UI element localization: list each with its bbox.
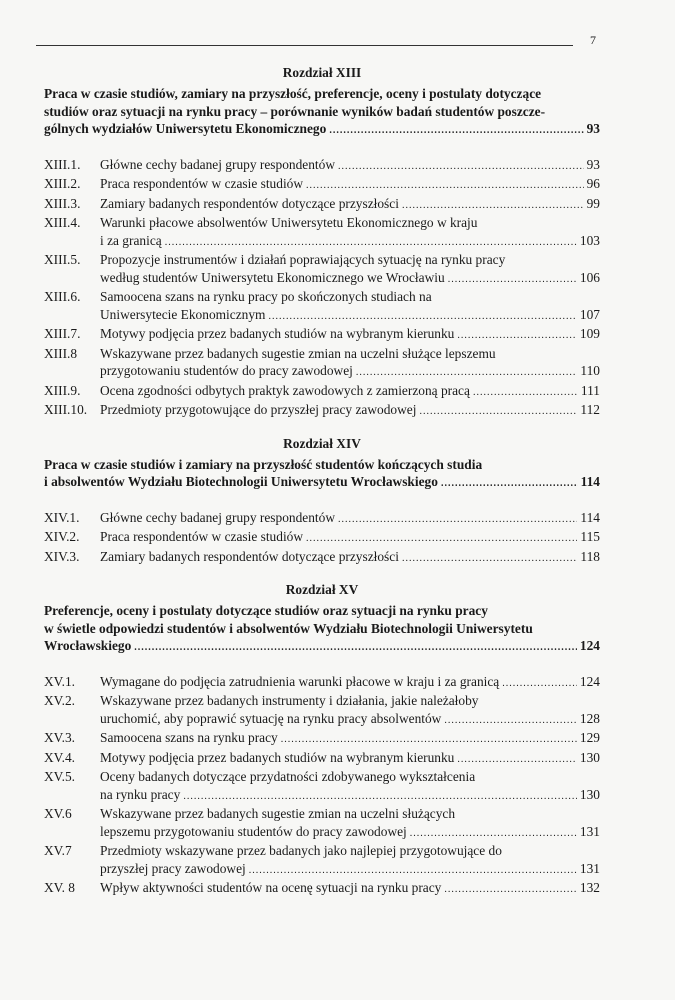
- entry-title-line: Wskazywane przez badanych sugestie zmian na uczelni służące lepszemu: [100, 345, 496, 361]
- entry-leader-line: [100, 710, 600, 730]
- entry-page: 130: [579, 749, 600, 765]
- entry-leader-line: [100, 749, 600, 769]
- dot-leader: [329, 122, 583, 140]
- entry-number: XIV.3.: [44, 548, 80, 564]
- entry-title-line: Przedmioty wskazywane przez badanych jako najlepiej przygotowujące do: [100, 843, 502, 858]
- entry-title-line: Oceny badanych dotyczące przydatności zdobywanego wykształcenia: [100, 769, 476, 784]
- toc-entry: [44, 548, 600, 568]
- entry-number: XV.5.: [44, 769, 76, 784]
- entry-number: XIII.1.: [44, 156, 81, 172]
- entry-body: [100, 768, 600, 805]
- entry-body: [100, 842, 600, 879]
- chapter-section: [44, 435, 600, 568]
- entry-number: XIV.2.: [44, 529, 80, 544]
- entry-body: [100, 673, 600, 693]
- dot-leader: [457, 327, 577, 345]
- toc-entry: [44, 673, 600, 693]
- entry-leader-line: [100, 786, 600, 806]
- entry-page: 130: [579, 786, 600, 802]
- chapter-heading-line: studiów oraz sytuacji na rynku pracy – porównanie wyników badań studentów poszcze-: [44, 103, 546, 119]
- dot-leader: [441, 475, 578, 493]
- entry-body: [100, 325, 600, 345]
- dot-leader: [356, 364, 578, 382]
- entry-body: [100, 195, 600, 215]
- entry-body: [100, 749, 600, 769]
- entry-page: 99: [586, 195, 600, 211]
- entry-body: [100, 345, 600, 382]
- entry-leader-line: [100, 509, 600, 529]
- entry-text: Przedmioty przygotowujące do przyszłej pracy zawodowej: [100, 402, 417, 417]
- table-of-contents: [44, 64, 600, 913]
- entry-page: 118: [580, 548, 600, 564]
- chapter-heading-page: 114: [580, 474, 600, 489]
- entry-body: [100, 251, 600, 288]
- entry-page: 131: [579, 823, 600, 839]
- chapter-heading-leader-line: [44, 120, 600, 140]
- entry-number: XV.6: [44, 806, 72, 821]
- toc-entry: [44, 749, 600, 769]
- toc-entry: [44, 879, 600, 899]
- entry-body: [100, 401, 600, 421]
- header-rule: [36, 45, 573, 46]
- entry-number: XV.2.: [44, 693, 76, 708]
- entry-number: XIII.3.: [44, 195, 81, 211]
- entry-page: 132: [579, 880, 600, 895]
- dot-leader: [457, 751, 577, 769]
- dot-leader: [473, 384, 578, 402]
- dot-leader: [165, 234, 577, 252]
- entry-body: [100, 528, 600, 548]
- entry-page: 114: [580, 509, 600, 525]
- entry-number: XIII.4.: [44, 215, 81, 230]
- entry-text: Zamiary badanych respondentów dotyczące przyszłości: [100, 548, 399, 564]
- toc-entry: [44, 214, 600, 251]
- dot-leader: [502, 675, 577, 693]
- toc-entry: [44, 325, 600, 345]
- entry-body: [100, 214, 600, 251]
- entry-body: [100, 548, 600, 568]
- entry-number: XIII.6.: [44, 289, 81, 304]
- section-list: [44, 673, 600, 899]
- chapter-heading-text: Wrocławskiego: [44, 638, 132, 653]
- chapter-title: Rozdział XIII: [282, 65, 362, 80]
- dot-leader: [134, 639, 577, 657]
- toc-entry: [44, 692, 600, 729]
- dot-leader: [338, 158, 584, 176]
- toc-entry: [44, 195, 600, 215]
- toc-entry: [44, 805, 600, 842]
- entry-page: 124: [579, 673, 600, 689]
- entry-text: i za granicą: [100, 232, 162, 248]
- entry-leader-line: [100, 548, 600, 568]
- entry-page: 107: [579, 306, 600, 322]
- entry-leader-line: [100, 269, 600, 289]
- dot-leader: [338, 511, 577, 529]
- entry-body: [100, 156, 600, 176]
- toc-entry: [44, 768, 600, 805]
- chapter-heading: [44, 602, 600, 657]
- entry-number: XV. 8: [44, 880, 76, 895]
- entry-leader-line: [100, 156, 600, 176]
- entry-number: XIII.10.: [44, 402, 88, 417]
- chapter-heading-line: w świetle odpowiedzi studentów i absolwentów Wydziału Biotechnologii Uniwersytetu: [44, 620, 533, 636]
- entry-text: Motywy podjęcia przez badanych studiów na wybranym kierunku: [100, 326, 455, 341]
- entry-text: Uniwersytecie Ekonomicznym: [100, 306, 266, 322]
- chapter-title: Rozdział XV: [285, 582, 359, 597]
- dot-leader: [183, 788, 577, 806]
- page-number: 7: [590, 33, 596, 47]
- entry-leader-line: [100, 195, 600, 215]
- entry-page: 111: [580, 382, 600, 398]
- entry-title-line: Wskazywane przez badanych instrumenty i działania, jakie należałoby: [100, 693, 479, 708]
- chapter-heading: [44, 85, 600, 140]
- entry-number: XIII.7.: [44, 326, 81, 341]
- entry-title-line: Propozycje instrumentów i działań poprawiających sytuację na rynku pracy: [100, 252, 506, 267]
- entry-number: XV.4.: [44, 749, 76, 765]
- entry-text: według studentów Uniwersytetu Ekonomicznego we Wrocławiu: [100, 269, 445, 285]
- chapter-title: Rozdział XIV: [283, 435, 361, 451]
- entry-leader-line: [100, 325, 600, 345]
- entry-page: 110: [580, 363, 600, 378]
- toc-entry: [44, 175, 600, 195]
- section-list: [44, 156, 600, 421]
- entry-page: 103: [579, 232, 600, 248]
- entry-page: 112: [580, 402, 600, 417]
- entry-page: 106: [579, 269, 600, 285]
- entry-leader-line: [100, 528, 600, 548]
- dot-leader: [402, 550, 577, 568]
- entry-text: przyszłej pracy zawodowej: [100, 860, 246, 876]
- toc-entry: [44, 251, 600, 288]
- entry-title-line: Samoocena szans na rynku pracy po skończonych studiach na: [100, 289, 432, 304]
- entry-text: na rynku pracy: [100, 786, 181, 802]
- dot-leader: [448, 271, 577, 289]
- entry-page: 96: [586, 176, 600, 191]
- entry-page: 131: [579, 860, 600, 876]
- chapter-heading-text: gólnych wydziałów Uniwersytetu Ekonomicznego: [44, 121, 327, 136]
- toc-entry: [44, 528, 600, 548]
- entry-page: 129: [579, 730, 600, 745]
- dot-leader: [268, 308, 576, 326]
- entry-text: Praca respondentów w czasie studiów: [100, 529, 304, 544]
- entry-number: XIII.8: [44, 345, 78, 361]
- entry-number: XIII.5.: [44, 252, 81, 267]
- entry-title-line: Warunki płacowe absolwentów Uniwersytetu Ekonomicznego w kraju: [100, 215, 478, 230]
- toc-entry: [44, 729, 600, 749]
- entry-body: [100, 729, 600, 749]
- entry-text: Ocena zgodności odbytych praktyk zawodowych z zamierzoną pracą: [100, 382, 470, 398]
- entry-body: [100, 805, 600, 842]
- entry-body: [100, 692, 600, 729]
- entry-leader-line: [100, 175, 600, 195]
- chapter-section: [44, 581, 600, 899]
- entry-text: lepszemu przygotowaniu studentów do pracy zawodowej: [100, 823, 407, 839]
- chapter-heading-page: 124: [579, 638, 600, 653]
- chapter-heading-line: Praca w czasie studiów, zamiary na przyszłość, preferencje, oceny i postulaty dotyczące: [44, 86, 542, 101]
- entry-text: Motywy podjęcia przez badanych studiów na wybranym kierunku: [100, 749, 455, 765]
- entry-number: XIV.1.: [44, 509, 80, 525]
- section-list: [44, 509, 600, 568]
- dot-leader: [281, 731, 577, 749]
- dot-leader: [444, 712, 577, 730]
- entry-leader-line: [100, 401, 600, 421]
- toc-entry: [44, 509, 600, 529]
- entry-text: przygotowaniu studentów do pracy zawodowej: [100, 363, 353, 378]
- entry-body: [100, 288, 600, 325]
- dot-leader: [410, 825, 577, 843]
- dot-leader: [249, 862, 577, 880]
- entry-text: uruchomić, aby poprawić sytuację na rynku pracy absolwentów: [100, 710, 442, 726]
- entry-body: [100, 175, 600, 195]
- chapter-section: [44, 64, 600, 421]
- entry-leader-line: [100, 362, 600, 382]
- toc-entry: [44, 401, 600, 421]
- entry-number: XIII.2.: [44, 176, 81, 191]
- entry-text: Wpływ aktywności studentów na ocenę sytuacji na rynku pracy: [100, 880, 442, 895]
- entry-leader-line: [100, 306, 600, 326]
- entry-leader-line: [100, 232, 600, 252]
- entry-text: Zamiary badanych respondentów dotyczące przyszłości: [100, 195, 399, 211]
- chapter-heading-line: Praca w czasie studiów i zamiary na przyszłość studentów kończących studia: [44, 456, 483, 472]
- entry-leader-line: [100, 673, 600, 693]
- entry-body: [100, 382, 600, 402]
- chapter-heading-line: Preferencje, oceny i postulaty dotyczące studiów oraz sytuacji na rynku pracy: [44, 603, 488, 618]
- toc-entry: [44, 156, 600, 176]
- entry-leader-line: [100, 382, 600, 402]
- chapter-heading: [44, 456, 600, 493]
- entry-page: 93: [586, 156, 600, 172]
- entry-body: [100, 879, 600, 899]
- entry-leader-line: [100, 879, 600, 899]
- entry-number: XIII.9.: [44, 382, 81, 398]
- entry-text: Samoocena szans na rynku pracy: [100, 730, 278, 745]
- entry-title-line: Wskazywane przez badanych sugestie zmian na uczelni służących: [100, 806, 456, 821]
- entry-page: 128: [579, 710, 600, 726]
- dot-leader: [402, 197, 584, 215]
- entry-text: Główne cechy badanej grupy respondentów: [100, 509, 336, 525]
- toc-entry: [44, 842, 600, 879]
- entry-page: 109: [579, 326, 600, 341]
- entry-text: Główne cechy badanej grupy respondentów: [100, 156, 336, 172]
- entry-number: XV.7: [44, 843, 72, 858]
- dot-leader: [444, 881, 577, 899]
- entry-number: XV.3.: [44, 730, 76, 745]
- entry-body: [100, 509, 600, 529]
- chapter-heading-page: 93: [586, 121, 600, 136]
- entry-leader-line: [100, 823, 600, 843]
- entry-leader-line: [100, 860, 600, 880]
- chapter-heading-leader-line: [44, 473, 600, 493]
- entry-leader-line: [100, 729, 600, 749]
- entry-text: Wymagane do podjęcia zatrudnienia warunki płacowe w kraju i za granicą: [100, 673, 500, 689]
- toc-entry: [44, 345, 600, 382]
- entry-number: XV.1.: [44, 673, 76, 689]
- toc-entry: [44, 382, 600, 402]
- entry-page: 115: [580, 529, 600, 544]
- dot-leader: [306, 530, 577, 548]
- chapter-heading-text: i absolwentów Wydziału Biotechnologii Uniwersytetu Wrocławskiego: [44, 474, 438, 489]
- entry-text: Praca respondentów w czasie studiów: [100, 176, 304, 191]
- chapter-heading-leader-line: [44, 637, 600, 657]
- toc-entry: [44, 288, 600, 325]
- dot-leader: [419, 403, 577, 421]
- dot-leader: [306, 177, 584, 195]
